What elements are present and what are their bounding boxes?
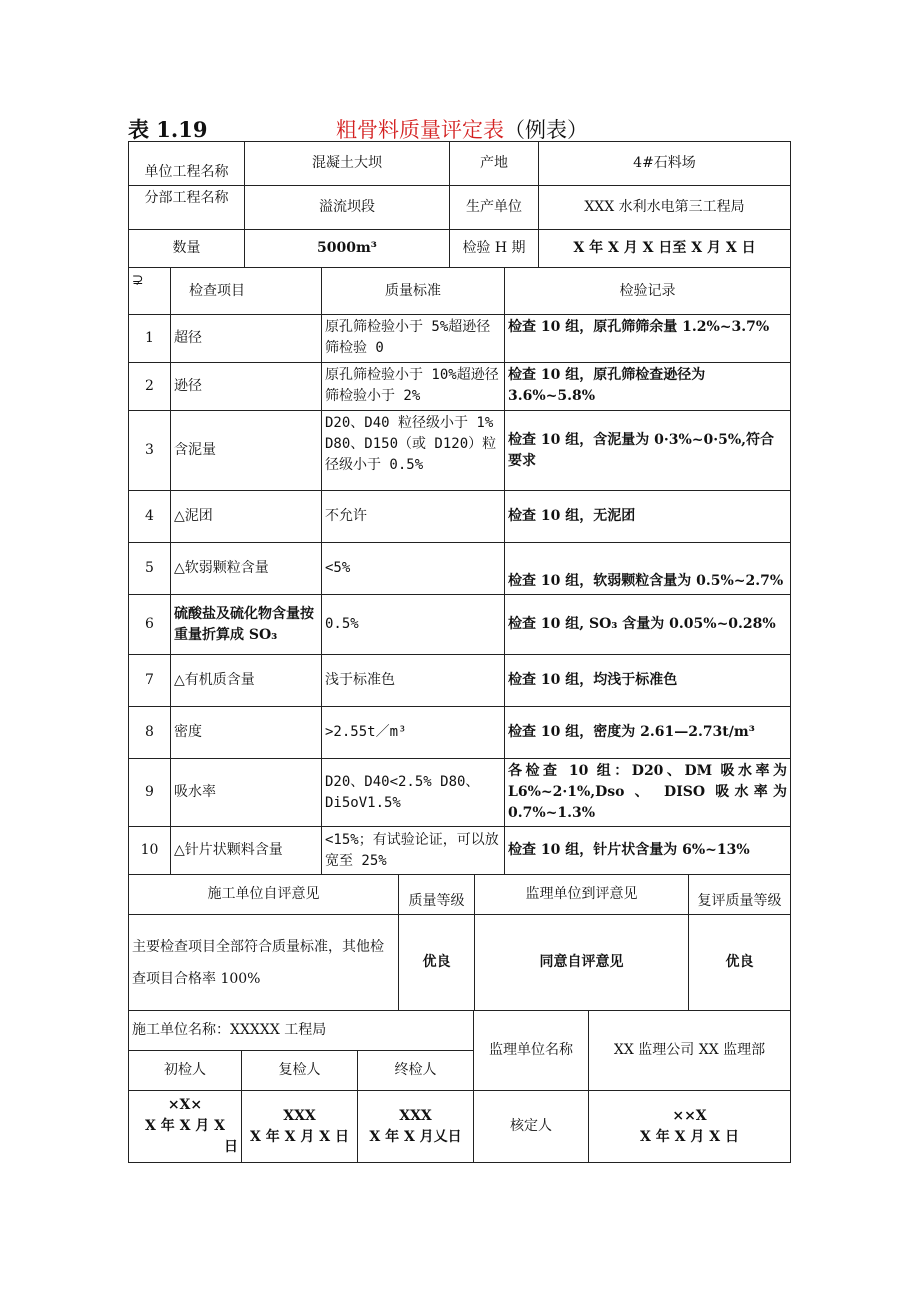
second-inspector-name: XXX: [283, 1107, 316, 1124]
first-inspector-date: X 年 X 月 X: [144, 1118, 226, 1134]
title-suffix: （例表）: [504, 118, 588, 142]
table-number: 表 1.19: [128, 117, 208, 142]
cycle-icon: ⊋: [129, 268, 171, 315]
row-no: 4: [129, 491, 171, 543]
col-record-header: 检验记录: [505, 268, 791, 315]
row-standard: >2.55t／m³: [322, 707, 505, 759]
row-record: 检查 10 组, SO₃ 含量为 0.05%~0.28%: [505, 595, 791, 655]
row-item: 逊径: [171, 363, 322, 411]
grade-label: 质量等级: [399, 875, 475, 915]
row-item: 含泥量: [171, 411, 322, 491]
row-record: 检查 10 组，原孔筛筛余量 1.2%~3.7%: [505, 315, 791, 363]
date-label: 检验 H 期: [450, 230, 539, 268]
row-no: 3: [129, 411, 171, 491]
date-value: X 年 X 月 X 日至 X 月 X 日: [539, 230, 791, 268]
approver-date: X 年 X 月 X 日: [640, 1128, 739, 1145]
row-no: 2: [129, 363, 171, 411]
row-no: 5: [129, 543, 171, 595]
review-grade-label: 复评质量等级: [689, 875, 791, 915]
unit-project-value: 混凝土大坝: [245, 142, 450, 186]
first-inspector-date-day: 日: [224, 1139, 238, 1155]
evaluation-table: [128, 874, 791, 1011]
row-standard: <5%: [322, 543, 505, 595]
row-standard: <15%；有试验论证，可以放宽至 25%: [322, 827, 505, 875]
row-standard: D20、D40<2.5% D80、Di5oV1.5%: [322, 759, 505, 827]
row-item: 超径: [171, 315, 322, 363]
second-inspector-signature: [242, 1091, 358, 1163]
row-record: 各检查 10 组：D20、DM 吸水率为 L6%~2·1%,Dso 、 DISO 吸水率为 0.7%~1.3%: [505, 759, 791, 827]
sub-project-label: 分部工程名称: [129, 186, 245, 230]
grade-value: 优良: [399, 915, 475, 1011]
row-no: 6: [129, 595, 171, 655]
supervisor-unit-value: XX 监理公司 XX 监理部: [589, 1011, 791, 1091]
row-standard: 浅于标准色: [322, 655, 505, 707]
origin-label: 产地: [450, 142, 539, 186]
row-item: 吸水率: [171, 759, 322, 827]
first-inspector-signature: [129, 1091, 242, 1163]
col-item-header: 检查项目: [171, 268, 322, 315]
row-standard: 0.5%: [322, 595, 505, 655]
items-table: [128, 267, 791, 875]
approver-label: 核定人: [474, 1091, 589, 1163]
row-item: △针片状颗料含量: [171, 827, 322, 875]
title-main: 粗骨料质量评定表: [336, 118, 504, 142]
producer-value: XXX 水利水电第三工程局: [539, 186, 791, 230]
row-no: 8: [129, 707, 171, 759]
col-standard-header: 质量标准: [322, 268, 505, 315]
row-item: 硫酸盐及硫化物含量按重量折算成 SO₃: [171, 595, 322, 655]
row-no: 9: [129, 759, 171, 827]
row-item: △泥团: [171, 491, 322, 543]
supervisor-eval-value: 同意自评意见: [475, 915, 689, 1011]
row-record: 检查 10 组，软弱颗粒含量为 0.5%~2.7%: [505, 543, 791, 595]
first-inspector-label: 初检人: [129, 1051, 242, 1091]
row-record: 检查 10 组，均浅于标准色: [505, 655, 791, 707]
review-grade-value: 优良: [689, 915, 791, 1011]
first-inspector-name: ×X×: [167, 1097, 203, 1113]
supervisor-eval-label: 监理单位到评意见: [475, 875, 689, 915]
row-record: 检查 10 组，针片状含量为 6%~13%: [505, 827, 791, 875]
origin-value: 4#石料场: [539, 142, 791, 186]
row-standard: 不允许: [322, 491, 505, 543]
quantity-label: 数量: [129, 230, 245, 268]
final-inspector-signature: [358, 1091, 474, 1163]
supervisor-unit-label: 监理单位名称: [474, 1011, 589, 1091]
quantity-value: 5000m³: [245, 230, 450, 268]
row-no: 7: [129, 655, 171, 707]
row-record: 检查 10 组，含泥量为 0·3%~0·5%,符合要求: [505, 411, 791, 491]
final-inspector-date: X 年 X 月乂日: [369, 1128, 462, 1145]
unit-project-label: 单位工程名称: [129, 142, 245, 186]
row-record: 检查 10 组，原孔筛检查逊径为 3.6%~5.8%: [505, 363, 791, 411]
row-item: 密度: [171, 707, 322, 759]
final-inspector-name: XXX: [399, 1107, 432, 1124]
approver-name: ××X: [672, 1107, 707, 1124]
header-table: [128, 141, 791, 268]
self-eval-label: 施工单位自评意见: [129, 875, 399, 915]
row-standard: 原孔筛检验小于 10%超逊径筛检验小于 2%: [322, 363, 505, 411]
row-item: △有机质含量: [171, 655, 322, 707]
row-no: 10: [129, 827, 171, 875]
row-standard: 原孔筛检验小于 5%超逊径筛检验 0: [322, 315, 505, 363]
row-item: △软弱颗粒含量: [171, 543, 322, 595]
page-title: [336, 114, 588, 144]
row-no: 1: [129, 315, 171, 363]
row-standard: D20、D40 粒径级小于 1% D80、D150（或 D120）粒径级小于 0.5%: [322, 411, 505, 491]
contractor-name: 施工单位名称：XXXXX 工程局: [129, 1011, 474, 1051]
second-inspector-label: 复检人: [242, 1051, 358, 1091]
producer-label: 生产单位: [450, 186, 539, 230]
row-record: 检查 10 组，密度为 2.61—2.73t∕m³: [505, 707, 791, 759]
row-record: 检查 10 组，无泥团: [505, 491, 791, 543]
final-inspector-label: 终检人: [358, 1051, 474, 1091]
signature-table: [128, 1010, 791, 1163]
self-eval-text: 主要检查项目全部符合质量标准，其他检查项目合格率 100%: [129, 915, 399, 1011]
sub-project-value: 溢流坝段: [245, 186, 450, 230]
approver-signature: [589, 1091, 791, 1163]
second-inspector-date: X 年 X 月 X 日: [250, 1128, 349, 1145]
